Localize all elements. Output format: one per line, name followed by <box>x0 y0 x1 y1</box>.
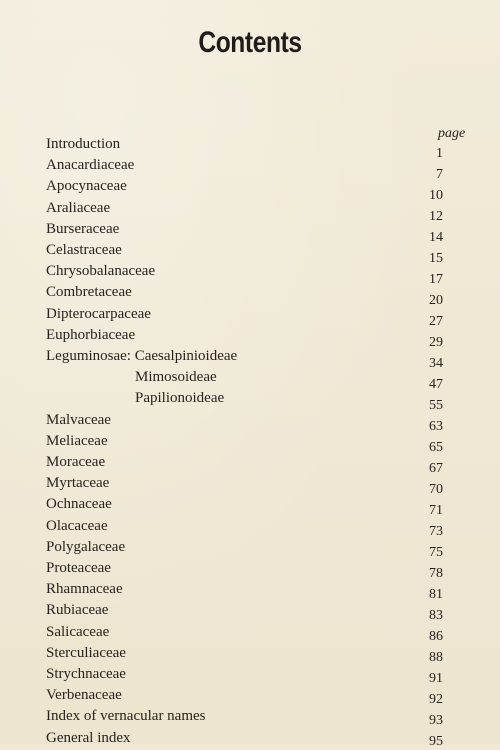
toc-page-number: 75 <box>429 545 443 560</box>
toc-entry-label: Introduction <box>46 136 121 152</box>
toc-entry-label: Rhamnaceae <box>46 581 123 598</box>
toc-page-number: 7 <box>436 167 443 182</box>
toc-page-number: 88 <box>429 650 443 665</box>
toc-page-number: 92 <box>429 692 443 707</box>
toc-entry-label: Ochnaceae <box>46 496 112 513</box>
toc-entry-label: Moraceae <box>46 454 106 470</box>
toc-page-number: 27 <box>429 314 443 329</box>
toc-entry-label: Sterculiaceae <box>46 644 126 661</box>
toc-page-number: 73 <box>429 524 443 539</box>
toc-entry-label: Salicaceae <box>46 623 110 640</box>
toc-entry-label: Papilionoideae <box>135 390 225 407</box>
page-column-heading: page <box>438 126 466 141</box>
toc-page-number: 17 <box>429 272 443 287</box>
toc-entry-label: Mimosoideae <box>135 369 217 386</box>
toc-entry-label: Verbenaceae <box>46 687 122 704</box>
toc-entry-label: Chrysobalanaceae <box>46 263 156 280</box>
toc-entry-label: Dipterocarpaceae <box>46 305 151 322</box>
toc-entry-label: Index of vernacular names <box>46 708 206 725</box>
toc-page-number: 1 <box>436 146 443 161</box>
toc-entry-label: Olacaceae <box>46 517 108 534</box>
toc-page-number: 67 <box>429 461 443 476</box>
toc-page-number: 95 <box>429 734 443 749</box>
toc-page-number: 78 <box>429 566 443 581</box>
toc-page-number: 91 <box>429 671 443 686</box>
toc-entry-label: Strychnaceae <box>46 666 126 682</box>
toc-page-number: 55 <box>429 398 443 413</box>
toc-page-number: 34 <box>429 356 443 371</box>
toc-page-number: 70 <box>429 482 443 497</box>
toc-entry-label: Meliaceae <box>46 432 108 449</box>
toc-page-number: 10 <box>429 188 443 203</box>
toc-entry-label: Apocynaceae <box>46 178 127 195</box>
toc-page-number: 81 <box>429 587 443 602</box>
toc-page-number: 15 <box>429 251 443 266</box>
toc-entry-label: Leguminosae: Caesalpinioideae <box>46 348 238 364</box>
toc-page-number: 65 <box>429 440 443 455</box>
toc-page-number: 63 <box>429 419 443 434</box>
toc-page-number: 83 <box>429 608 443 623</box>
toc-page-number: 93 <box>429 713 443 728</box>
toc-entry-label: General index <box>46 729 131 746</box>
page-title: Contents <box>198 26 302 59</box>
toc-page-number: 86 <box>429 629 443 644</box>
toc-entry-label: Malvaceae <box>46 411 111 428</box>
toc-entry-label: Rubiaceae <box>46 602 109 619</box>
toc-entry-label: Araliaceae <box>46 199 111 216</box>
toc-entry-label: Proteaceae <box>46 560 111 576</box>
toc-page-number: 71 <box>429 503 443 518</box>
toc-entry-label: Celastraceae <box>46 242 122 258</box>
toc-entry-label: Combretaceae <box>46 284 132 301</box>
toc-entry-label: Euphorbiaceae <box>46 326 136 343</box>
toc-page-number: 12 <box>429 209 443 224</box>
toc-page-number: 14 <box>429 230 443 245</box>
toc-page-number: 20 <box>429 293 443 308</box>
toc-entry-label: Polygalaceae <box>46 538 126 555</box>
toc-entry-label: Anacardiaceae <box>46 157 135 174</box>
toc-entry-label: Burseraceae <box>46 220 120 237</box>
toc-entry-label: Myrtaceae <box>46 475 110 492</box>
toc-page-number: 29 <box>429 335 443 350</box>
toc-page-number: 47 <box>429 377 443 392</box>
